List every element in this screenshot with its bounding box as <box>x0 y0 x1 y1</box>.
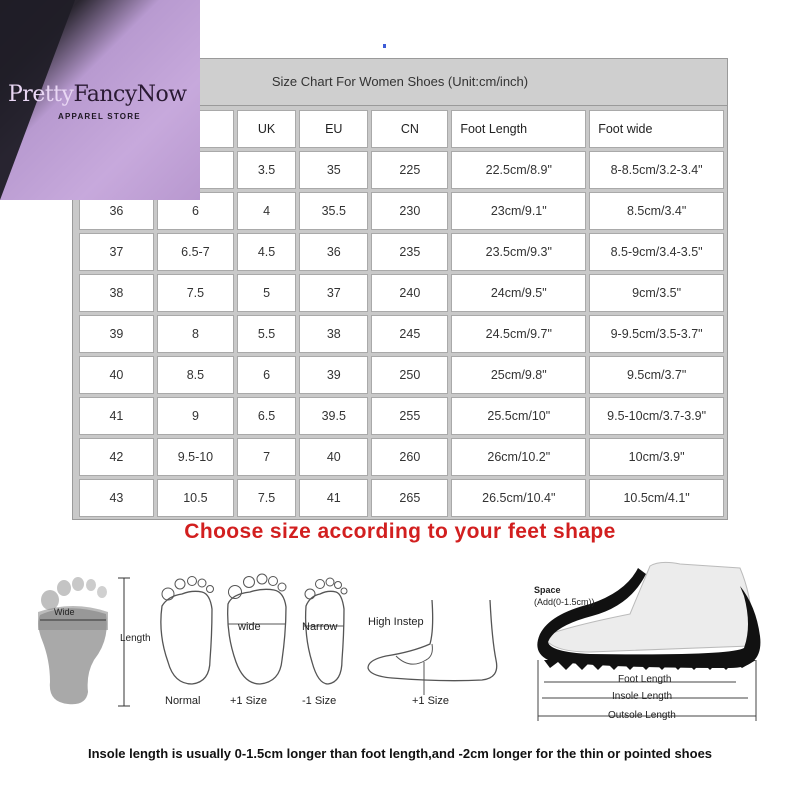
table-cell: 38 <box>79 274 154 312</box>
outsole-length-label: Outsole Length <box>608 710 676 721</box>
table-cell: 9-9.5cm/3.5-3.7" <box>589 315 724 353</box>
length-label: Length <box>120 633 151 644</box>
table-cell: 9cm/3.5" <box>589 274 724 312</box>
table-cell: 9.5-10 <box>157 438 234 476</box>
table-cell: 26cm/10.2" <box>451 438 586 476</box>
feet-shape-heading: Choose size according to your feet shape <box>184 520 616 543</box>
table-cell: 6.5-7 <box>157 233 234 271</box>
table-cell: 7 <box>237 438 296 476</box>
table-cell: 4.5 <box>237 233 296 271</box>
table-cell: 43 <box>79 479 154 517</box>
table-cell: 39 <box>79 315 154 353</box>
table-cell: 40 <box>79 356 154 394</box>
high-instep-label: High Instep <box>368 616 424 628</box>
table-cell: 42 <box>79 438 154 476</box>
table-cell: 7.5 <box>157 274 234 312</box>
table-cell: 25cm/9.8" <box>451 356 586 394</box>
table-cell: 4 <box>237 192 296 230</box>
space-add-label: (Add(0-1.5cm)) <box>534 597 595 607</box>
wide-foot-mark: wide <box>238 621 261 633</box>
header-cell-foot-length: Foot Length <box>451 110 586 148</box>
table-cell: 41 <box>299 479 368 517</box>
table-cell: 26.5cm/10.4" <box>451 479 586 517</box>
table-cell: 37 <box>79 233 154 271</box>
table-cell: 255 <box>371 397 448 435</box>
insole-length-label: Insole Length <box>612 691 673 702</box>
table-cell: 260 <box>371 438 448 476</box>
table-cell: 245 <box>371 315 448 353</box>
blue-dot-artifact <box>383 44 386 48</box>
table-cell: 8.5cm/3.4" <box>589 192 724 230</box>
table-cell: 10cm/3.9" <box>589 438 724 476</box>
table-cell: 9.5-10cm/3.7-3.9" <box>589 397 724 435</box>
table-cell: 225 <box>371 151 448 189</box>
normal-label: Normal <box>165 695 201 707</box>
table-row <box>79 438 724 476</box>
table-cell: 6 <box>157 192 234 230</box>
table-cell: 3.5 <box>237 151 296 189</box>
table-cell: 5 <box>237 274 296 312</box>
plus-one-size-label: +1 Size <box>230 695 267 707</box>
table-cell: 7.5 <box>237 479 296 517</box>
table-cell: 10.5 <box>157 479 234 517</box>
table-row <box>79 397 724 435</box>
narrow-foot-mark: Narrow <box>302 621 338 633</box>
brand-name-pretty: Pretty <box>8 82 74 107</box>
table-cell: 8.5 <box>157 356 234 394</box>
wide-label: Wide <box>54 607 75 617</box>
table-cell: 5.5 <box>237 315 296 353</box>
brand-name <box>8 82 187 107</box>
table-cell: 41 <box>79 397 154 435</box>
table-cell: 240 <box>371 274 448 312</box>
table-cell: 9 <box>157 397 234 435</box>
table-row <box>79 233 724 271</box>
chart-title: Size Chart For Women Shoes (Unit:cm/inch) <box>73 59 727 106</box>
table-cell: 10.5cm/4.1" <box>589 479 724 517</box>
brand-name-fancynow: FancyNow <box>73 82 187 107</box>
normal-foot-outline <box>152 574 222 689</box>
table-cell: 23cm/9.1" <box>451 192 586 230</box>
high-instep-foot-outline <box>362 600 512 695</box>
table-row <box>79 274 724 312</box>
table-cell: 22.5cm/8.9" <box>451 151 586 189</box>
brand-logo <box>0 0 200 200</box>
table-cell: 39.5 <box>299 397 368 435</box>
brand-subtitle: APPAREL STORE <box>58 112 141 121</box>
table-cell: 235 <box>371 233 448 271</box>
table-cell: 40 <box>299 438 368 476</box>
table-cell: 230 <box>371 192 448 230</box>
table-row <box>79 315 724 353</box>
table-cell: 36 <box>79 192 154 230</box>
table-cell: 250 <box>371 356 448 394</box>
foot-length-label: Foot Length <box>618 674 672 685</box>
table-cell: 24cm/9.5" <box>451 274 586 312</box>
table-cell: 23.5cm/9.3" <box>451 233 586 271</box>
table-cell: 39 <box>299 356 368 394</box>
table-row <box>79 479 724 517</box>
header-cell-cn: CN <box>371 110 448 148</box>
header-cell-eu: EU <box>299 110 368 148</box>
table-cell: 38 <box>299 315 368 353</box>
table-cell: 6 <box>237 356 296 394</box>
space-label: Space <box>534 585 561 595</box>
header-cell-uk: UK <box>237 110 296 148</box>
table-cell: 265 <box>371 479 448 517</box>
table-cell: 8.5-9cm/3.4-3.5" <box>589 233 724 271</box>
table-row <box>79 356 724 394</box>
table-cell: 8-8.5cm/3.2-3.4" <box>589 151 724 189</box>
table-cell: 9.5cm/3.7" <box>589 356 724 394</box>
insole-footnote: Insole length is usually 0-1.5cm longer than foot length,and -2cm longer for the thin or pointed shoes <box>87 746 713 761</box>
table-cell: 24.5cm/9.7" <box>451 315 586 353</box>
table-cell: 35.5 <box>299 192 368 230</box>
table-cell: 35 <box>299 151 368 189</box>
table-cell: 36 <box>299 233 368 271</box>
header-cell-foot-wide: Foot wide <box>589 110 724 148</box>
minus-one-size-label: -1 Size <box>302 695 337 707</box>
table-cell: 37 <box>299 274 368 312</box>
table-cell: 6.5 <box>237 397 296 435</box>
table-cell: 25.5cm/10" <box>451 397 586 435</box>
high-instep-plus-one-label: +1 Size <box>412 695 449 707</box>
table-cell: 8 <box>157 315 234 353</box>
